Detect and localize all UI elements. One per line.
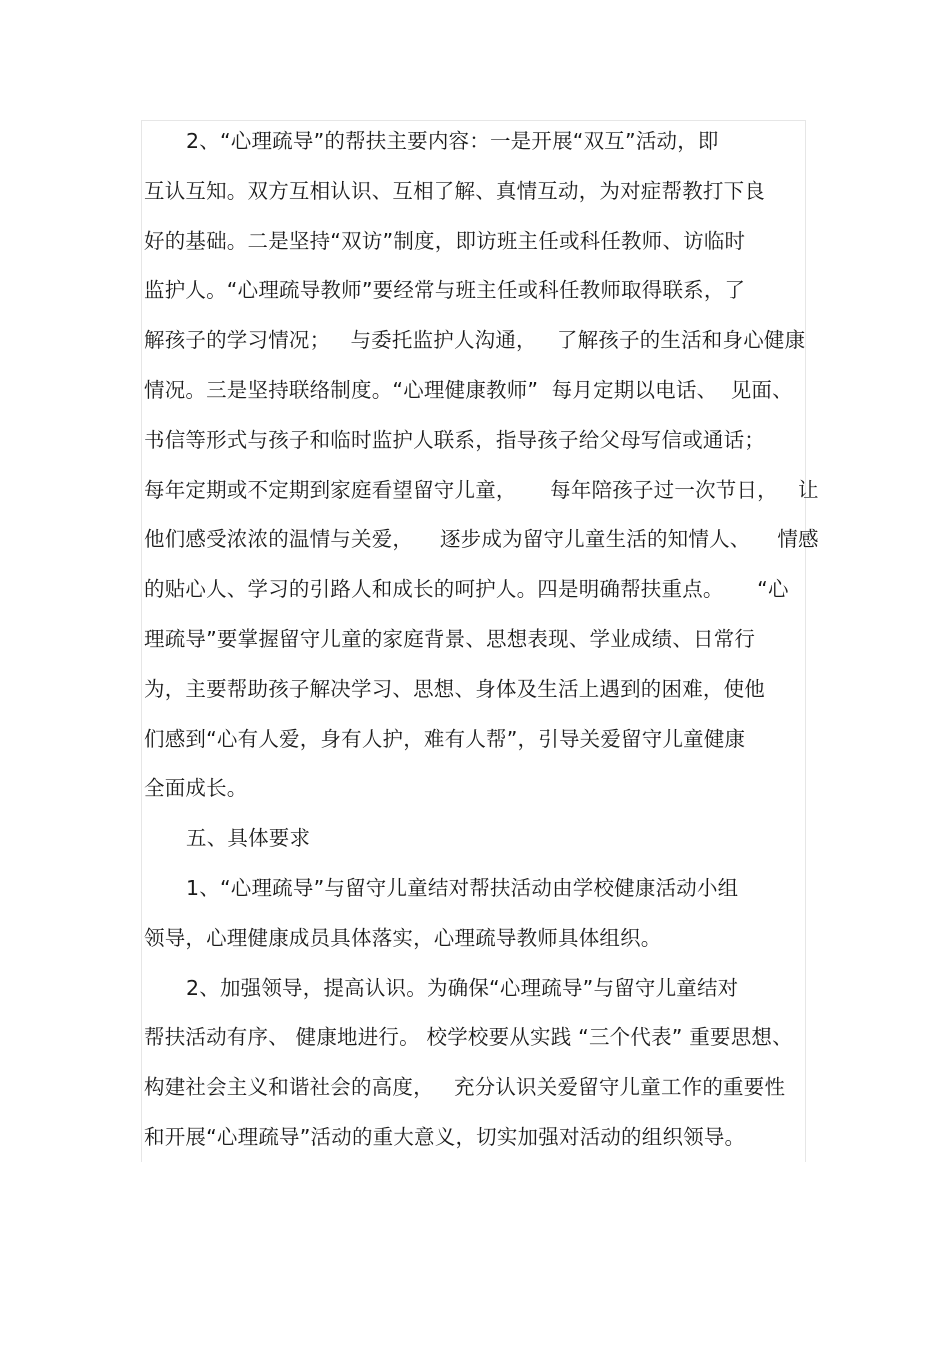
- paragraph-line: 他们感受浓浓的温情与关爱， 逐步成为留守儿童生活的知情人、 情感: [144, 527, 819, 552]
- paragraph-line: 帮扶活动有序、 健康地进行。 校学校要从实践 “三个代表” 重要思想、: [144, 1025, 793, 1050]
- paragraph-line: 为，主要帮助孩子解决学习、思想、身体及生活上遇到的困难，使他: [144, 676, 765, 701]
- paragraph-line: 情况。三是坚持联络制度。“心理健康教师” 每月定期以电话、 见面、: [144, 377, 793, 402]
- paragraph-line: 互认互知。双方互相认识、互相了解、真情互动，为对症帮教打下良: [144, 178, 765, 203]
- paragraph-line: 解孩子的学习情况； 与委托监护人沟通， 了解孩子的生活和身心健康: [144, 328, 806, 353]
- paragraph-line: 构建社会主义和谐社会的高度， 充分认识关爱留守儿童工作的重要性: [144, 1075, 786, 1100]
- paragraph-line: 书信等形式与孩子和临时监护人联系，指导孩子给父母写信或通话；: [144, 427, 765, 452]
- paragraph-line: 的贴心人、学习的引路人和成长的呵护人。四是明确帮扶重点。 “心: [144, 577, 789, 602]
- paragraph-line: 2、加强领导，提高认识。为确保“心理疏导”与留守儿童结对: [186, 975, 739, 1000]
- paragraph-line: 领导，心理健康成员具体落实，心理疏导教师具体组织。: [144, 925, 662, 950]
- paragraph-line: 理疏导”要掌握留守儿童的家庭背景、思想表现、学业成绩、日常行: [144, 626, 756, 651]
- paragraph-line: 们感到“心有人爱，身有人护，难有人帮”，引导关爱留守儿童健康: [144, 726, 746, 751]
- paragraph-line: 每年定期或不定期到家庭看望留守儿童， 每年陪孩子过一次节日， 让: [144, 477, 819, 502]
- paragraph-line: 和开展“心理疏导”活动的重大意义，切实加强对活动的组织领导。: [144, 1124, 746, 1149]
- paragraph-line: 全面成长。: [144, 776, 248, 801]
- section-heading: 五、具体要求: [186, 826, 311, 851]
- paragraph-line: 1、“心理疏导”与留守儿童结对帮扶活动由学校健康活动小组: [186, 875, 739, 900]
- paragraph-line: 监护人。“心理疏导教师”要经常与班主任或科任教师取得联系，了: [144, 278, 746, 303]
- document-body: [144, 117, 819, 1163]
- paragraph-line: 好的基础。二是坚持“双访”制度，即访班主任或科任教师、访临时: [144, 228, 746, 253]
- paragraph-line: 2、“心理疏导”的帮扶主要内容：一是开展“双互”活动，即: [186, 129, 719, 153]
